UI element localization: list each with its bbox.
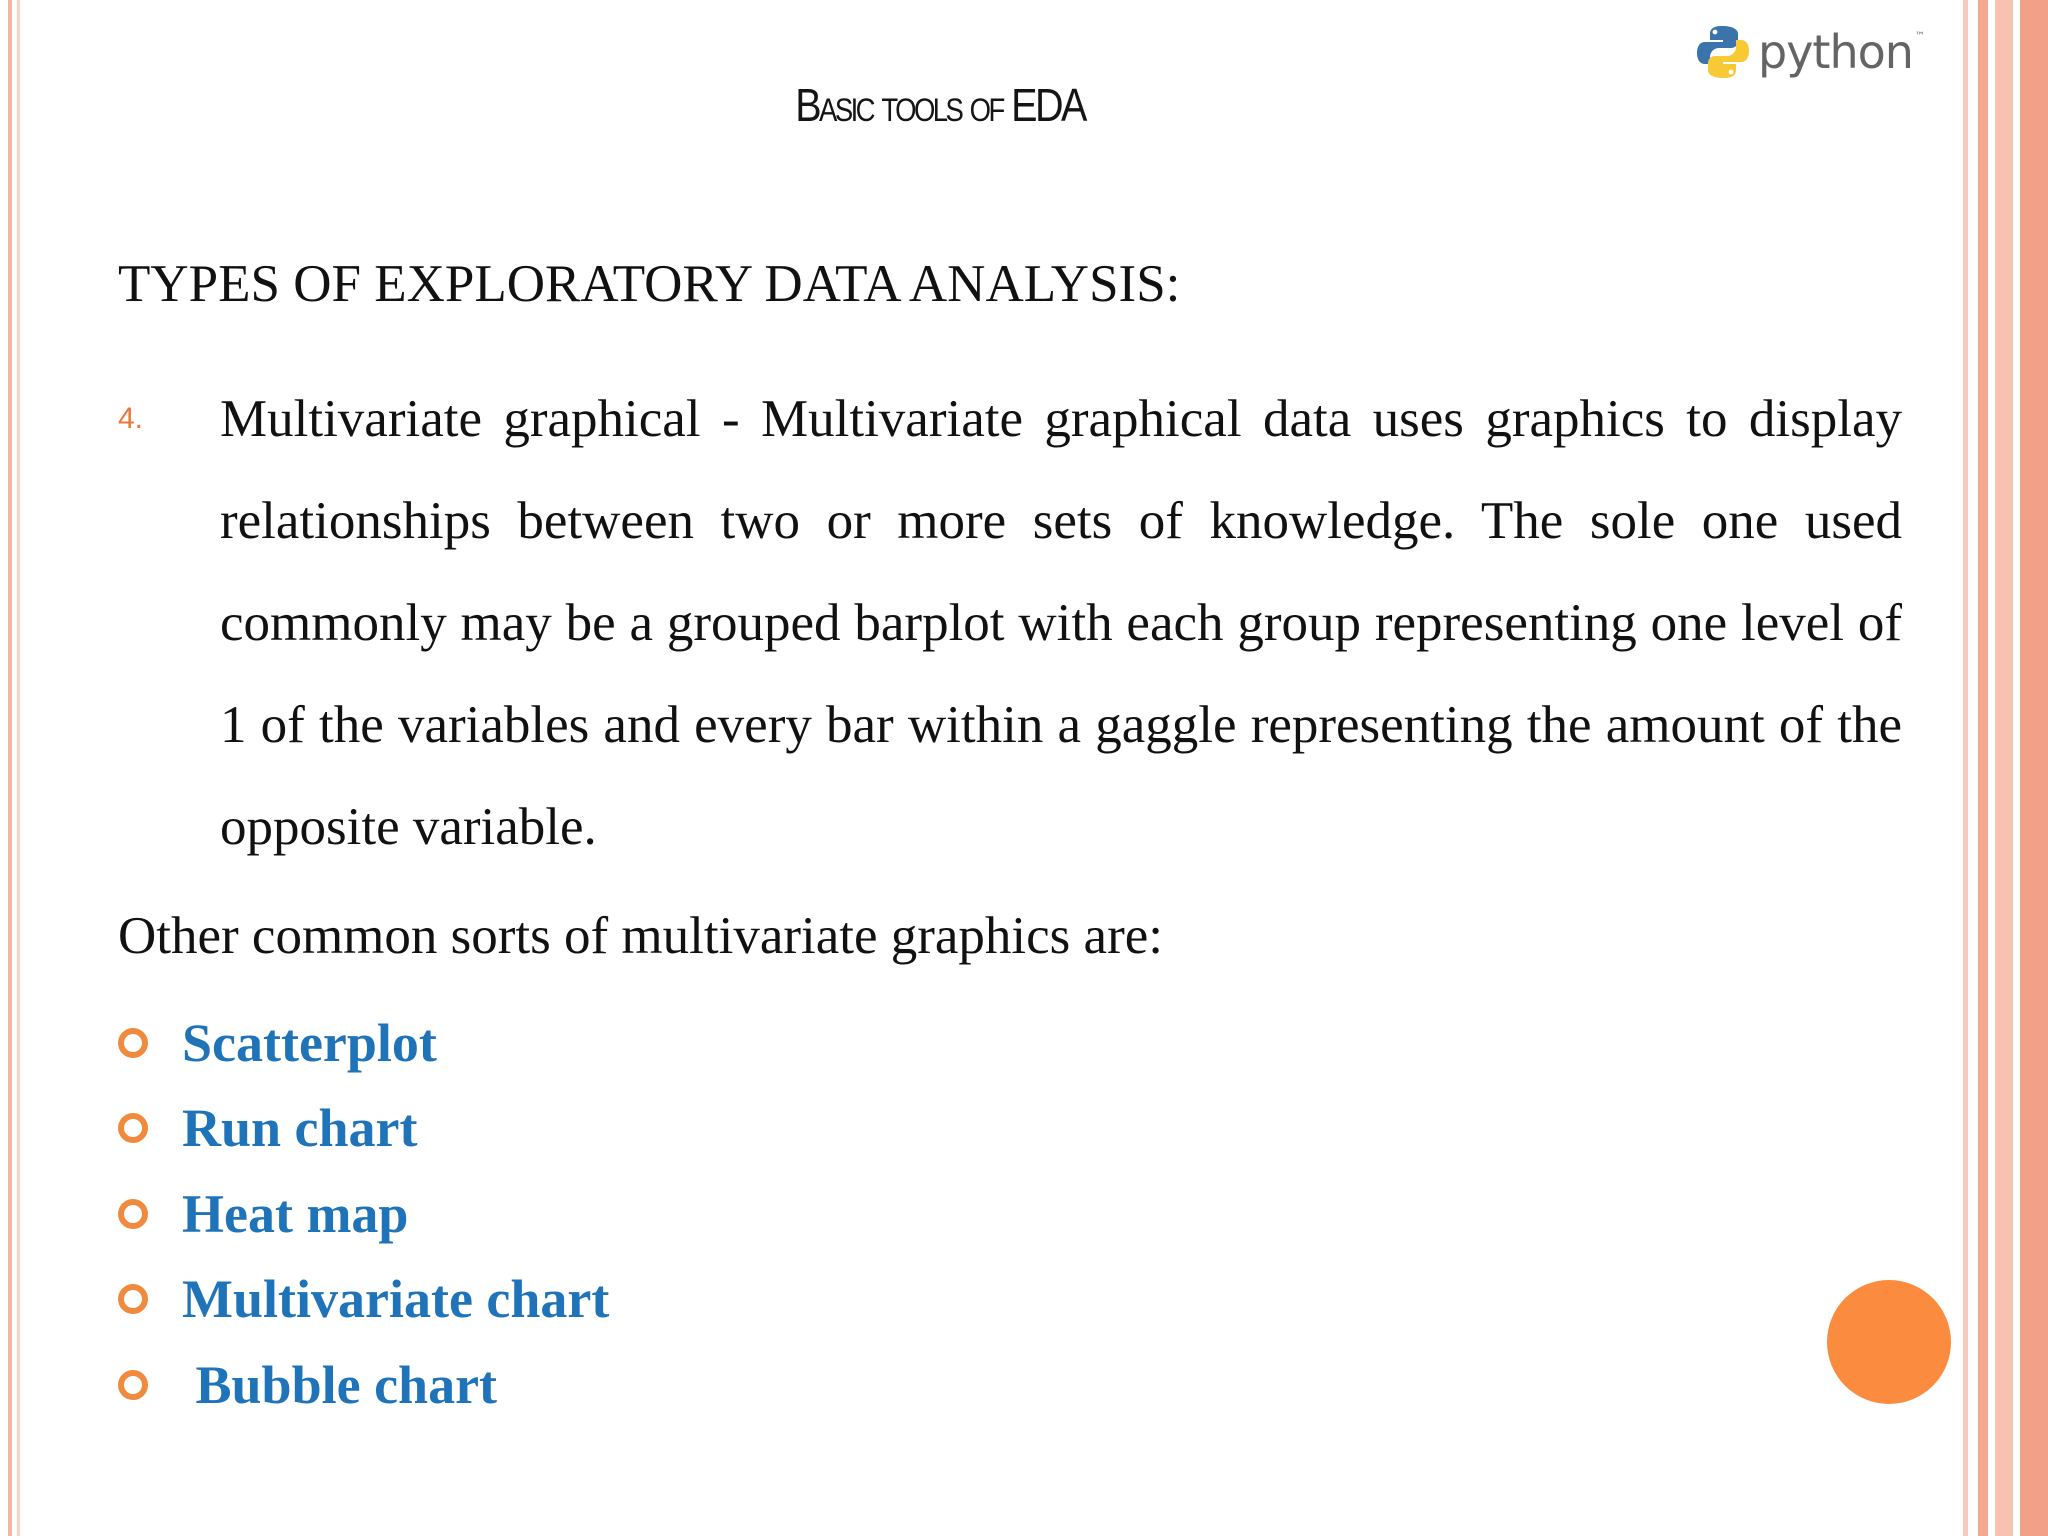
section-heading: TYPES OF EXPLORATORY DATA ANALYSIS: xyxy=(118,255,1181,313)
python-logo xyxy=(1696,20,1926,84)
list-item xyxy=(118,1000,609,1086)
item-body-text: Multivariate graphical - Multivariate graphical data uses graphics to display relationships between two or more sets of knowledge. The sole one used commonly may be a grouped barplot with each group representing one level of 1 of the variables and every bar within a gaggle representing the amount of the opposite variable. xyxy=(220,390,1902,856)
left-border-stripe-inner xyxy=(17,0,20,1536)
python-logo-icon xyxy=(1696,24,1750,80)
right-border-stripe-2 xyxy=(1978,0,1988,1536)
list-item xyxy=(118,1171,609,1257)
list-item xyxy=(118,1342,609,1428)
lead-in-text: Other common sorts of multivariate graphics are: xyxy=(118,907,1163,965)
list-item xyxy=(118,1086,609,1172)
bullet-label: Multivariate chart xyxy=(182,1269,610,1330)
trademark-symbol: ™ xyxy=(1914,30,1925,42)
bullet-list xyxy=(118,1000,609,1428)
ring-bullet-icon xyxy=(118,1284,148,1314)
slide-title: Basic tools of EDA xyxy=(795,79,1085,131)
ring-bullet-icon xyxy=(118,1028,148,1058)
item-number: 4. xyxy=(118,402,144,435)
ring-bullet-icon xyxy=(118,1113,148,1143)
orange-circle-decoration xyxy=(1827,1280,1951,1404)
bullet-label: Bubble chart xyxy=(182,1354,498,1415)
ring-bullet-icon xyxy=(118,1370,148,1400)
right-border-stripe-3 xyxy=(1995,0,2013,1536)
bullet-label: Scatterplot xyxy=(182,1012,437,1073)
right-border-stripe-4 xyxy=(2020,0,2048,1536)
bullet-label: Run chart xyxy=(182,1098,418,1159)
list-item xyxy=(118,1257,609,1343)
right-border-stripe-1 xyxy=(1963,0,1968,1536)
ring-bullet-icon xyxy=(118,1199,148,1229)
python-wordmark: python xyxy=(1758,25,1913,79)
bullet-label: Heat map xyxy=(182,1183,409,1244)
left-border-stripe xyxy=(8,0,12,1536)
